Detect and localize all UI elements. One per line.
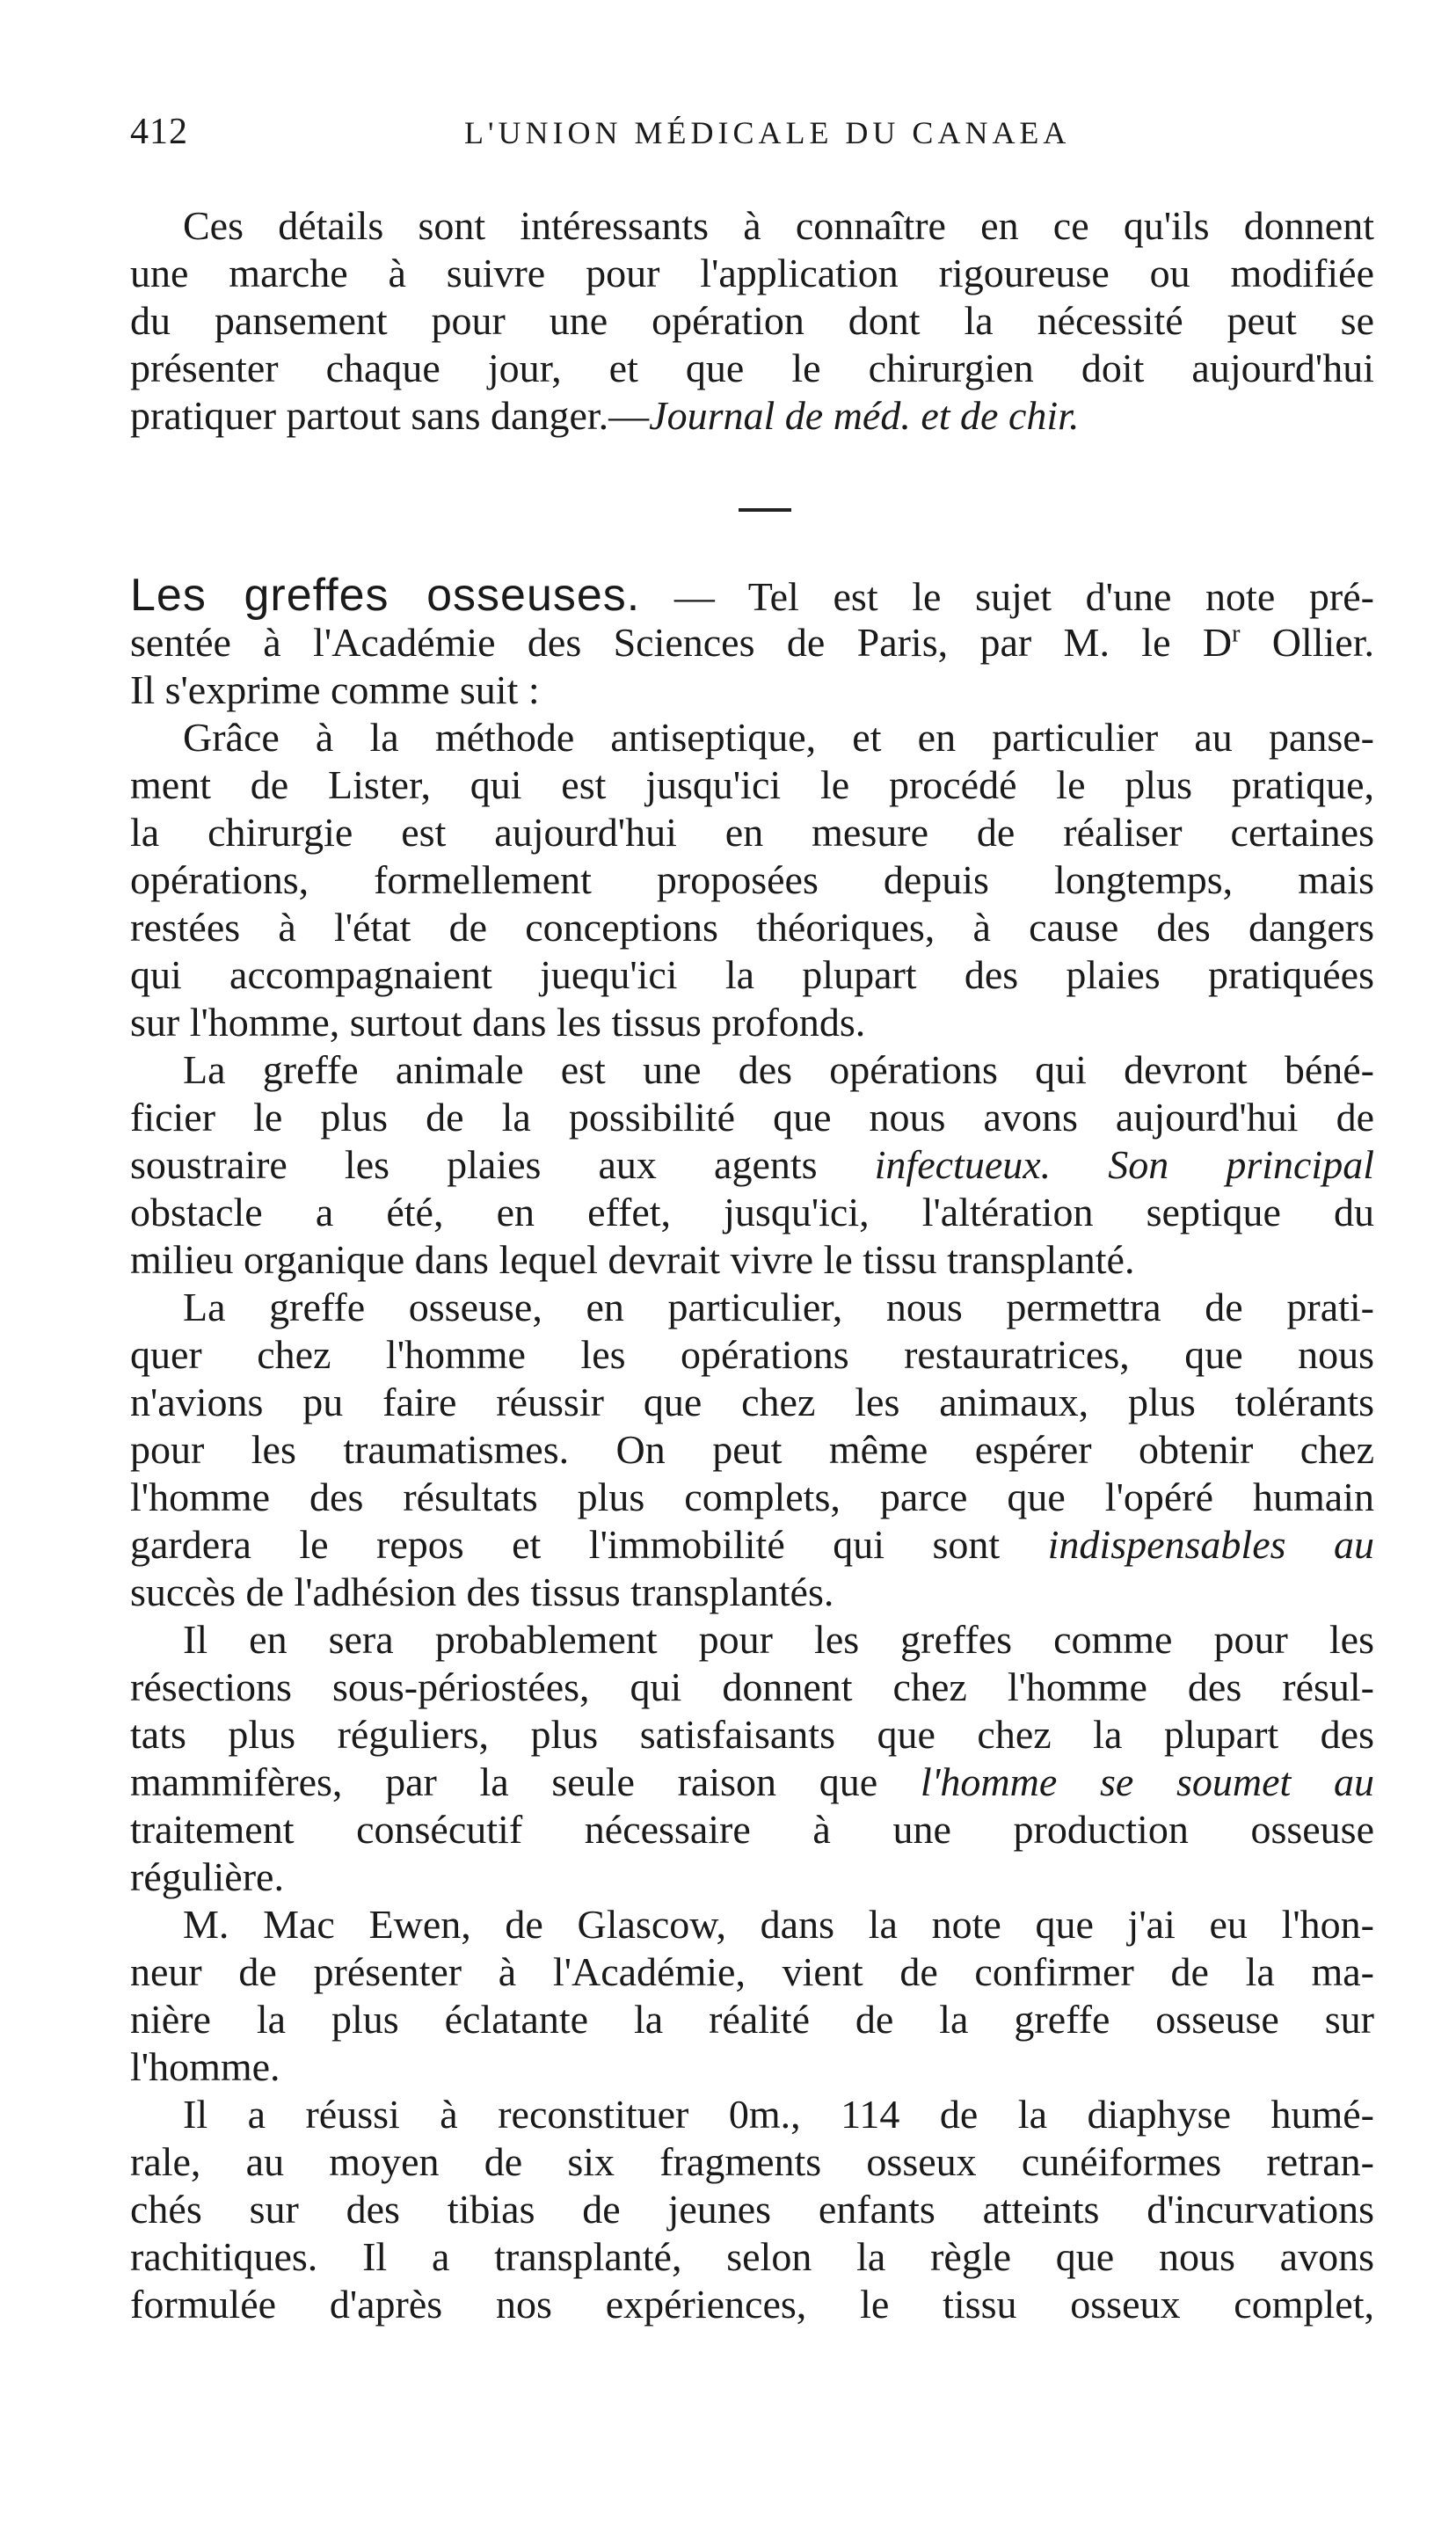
text-line: ment de Lister, qui est jusqu'ici le procédé le plus pratique, bbox=[130, 762, 1374, 807]
text-line: Il a réussi à reconstituer 0m., 114 de la diaphyse humé- bbox=[183, 2092, 1374, 2137]
text-line: résections sous-périostées, qui donnent chez l'homme des résul- bbox=[130, 1664, 1374, 1709]
text-line: la chirurgie est aujourd'hui en mesure de réaliser certaines bbox=[130, 810, 1374, 855]
text-line: Grâce à la méthode antiseptique, et en particulier au panse- bbox=[183, 715, 1374, 760]
citation-lead: pratiquer partout sans danger.— bbox=[130, 393, 650, 438]
page-header bbox=[130, 111, 1361, 164]
text-line: milieu organique dans lequel devrait vivre le tissu transplanté. bbox=[130, 1237, 1135, 1282]
text-line: La greffe osseuse, en particulier, nous permettra de prati- bbox=[183, 1285, 1374, 1329]
superscript: r bbox=[1232, 620, 1241, 648]
text-line bbox=[130, 1141, 1374, 1189]
text-line: régulière. bbox=[130, 1854, 284, 1899]
article-title: Les greffes osseuses. bbox=[130, 570, 641, 621]
text-line: n'avions pu faire réussir que chez les animaux, plus tolérants bbox=[130, 1380, 1374, 1424]
text-line: M. Mac Ewen, de Glascow, dans la note que j'ai eu l'hon- bbox=[183, 1902, 1374, 1947]
text-line: succès de l'adhésion des tissus transplantés. bbox=[130, 1569, 834, 1614]
text-line: l'homme des résultats plus complets, parce que l'opéré humain bbox=[130, 1475, 1374, 1519]
article-greffes-osseuses bbox=[130, 572, 1374, 2328]
text-line-citation bbox=[130, 392, 1374, 440]
running-title: L'UNION MÉDICALE DU CANAEA bbox=[464, 115, 1071, 150]
text-line: La greffe animale est une des opérations qui devront béné- bbox=[183, 1047, 1374, 1092]
text-line: pour les traumatismes. On peut même espérer obtenir chez bbox=[130, 1427, 1374, 1472]
text-line: du pansement pour une opération dont la nécessité peut se bbox=[130, 298, 1374, 343]
text-line: sur l'homme, surtout dans les tissus profonds. bbox=[130, 1000, 866, 1045]
text-line: rale, au moyen de six fragments osseux cunéiformes retran- bbox=[130, 2139, 1374, 2184]
italic-fragment: indispensables au bbox=[1047, 1522, 1374, 1567]
section-divider bbox=[739, 508, 791, 512]
text-fragment: mammifères, par la seule raison que bbox=[130, 1759, 921, 1804]
text-line: traitement consécutif nécessaire à une production osseuse bbox=[130, 1807, 1374, 1852]
article-title-rest: — Tel est le sujet d'une note pré- bbox=[640, 574, 1374, 619]
italic-fragment: infectueux. Son principal bbox=[874, 1142, 1374, 1187]
text-line: Ces détails sont intéressants à connaître en ce qu'ils donnent bbox=[183, 203, 1374, 248]
page-number: 412 bbox=[130, 112, 188, 152]
text-line: chés sur des tibias de jeunes enfants atteints d'incurvations bbox=[130, 2187, 1374, 2232]
intro-paragraph bbox=[130, 202, 1374, 440]
text-line: une marche à suivre pour l'application rigoureuse ou modifiée bbox=[130, 251, 1374, 295]
text-line: formulée d'après nos expériences, le tissu osseux complet, bbox=[130, 2282, 1374, 2327]
journal-citation: Journal de méd. et de chir. bbox=[649, 393, 1080, 438]
text-line: l'homme. bbox=[130, 2044, 280, 2089]
text-line bbox=[130, 1759, 1374, 1806]
text-line: obstacle a été, en effet, jusqu'ici, l'altération septique du bbox=[130, 1190, 1374, 1234]
italic-fragment: l'homme se soumet au bbox=[920, 1759, 1374, 1804]
text-line: quer chez l'homme les opérations restauratrices, que nous bbox=[130, 1332, 1374, 1377]
text-line: ficier le plus de la possibilité que nous avons aujourd'hui de bbox=[130, 1095, 1374, 1140]
text-line: restées à l'état de conceptions théoriques, à cause des dangers bbox=[130, 905, 1374, 950]
text-line: présenter chaque jour, et que le chirurgien doit aujourd'hui bbox=[130, 346, 1374, 390]
text-line: Il en sera probablement pour les greffes comme pour les bbox=[183, 1617, 1374, 1662]
text-fragment: sentée à l'Académie des Sciences de Paris, par M. le D bbox=[130, 620, 1233, 665]
text-line: neur de présenter à l'Académie, vient de confirmer de la ma- bbox=[130, 1949, 1374, 1994]
text-line: nière la plus éclatante la réalité de la greffe osseuse sur bbox=[130, 1997, 1374, 2042]
text-line: rachitiques. Il a transplanté, selon la règle que nous avons bbox=[130, 2234, 1374, 2279]
text-fragment: gardera le repos et l'immobilité qui sont bbox=[130, 1522, 1048, 1567]
text-line: opérations, formellement proposées depuis longtemps, mais bbox=[130, 857, 1374, 902]
text-line: tats plus réguliers, plus satisfaisants que chez la plupart des bbox=[130, 1712, 1374, 1757]
article-title-line bbox=[130, 572, 1374, 619]
text-line: Il s'exprime comme suit : bbox=[130, 667, 540, 712]
text-fragment: Ollier. bbox=[1240, 620, 1374, 665]
text-line: qui accompagnaient juequ'ici la plupart des plaies pratiquées bbox=[130, 952, 1374, 997]
text-fragment: soustraire les plaies aux agents bbox=[130, 1142, 875, 1187]
text-line bbox=[130, 619, 1374, 666]
text-line bbox=[130, 1521, 1374, 1569]
